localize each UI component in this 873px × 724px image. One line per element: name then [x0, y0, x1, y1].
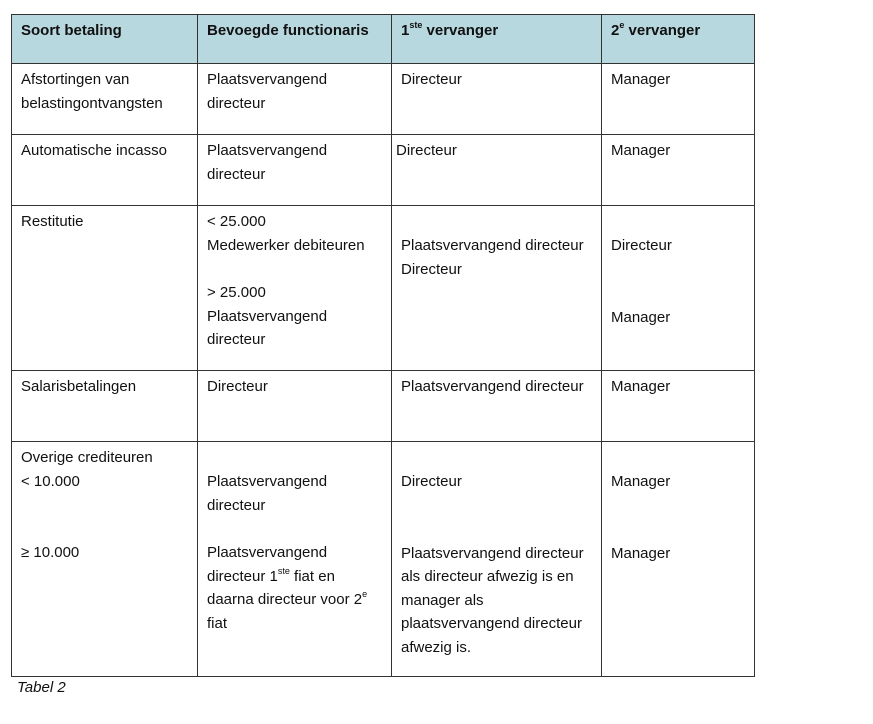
- bevoegd-high: Plaatsvervangend directeur: [207, 307, 328, 348]
- cell-soort: Automatische incasso: [12, 135, 198, 206]
- payment-authority-table: [11, 14, 755, 677]
- cell-soort: Afstortingen van belastingontvangsten: [12, 64, 198, 135]
- cell-eerste-vervanger: Plaatsvervangend directeur: [392, 371, 602, 442]
- table-row: [12, 371, 755, 442]
- bevoegd-high: Plaatsvervangend directeur 1ste fiat en daarna directeur voor 2e fiat: [207, 544, 368, 632]
- table-header-row: [12, 15, 755, 64]
- soort-label: Overige crediteuren: [21, 449, 153, 466]
- eerste-low: Directeur: [401, 473, 462, 490]
- cell-eerste-vervanger: Directeur: [392, 64, 602, 135]
- eerste-high: Plaatsvervangend directeur als directeur afwezig is en manager als plaatsvervangend directeur afwezig is.: [401, 544, 584, 656]
- cell-tweede-vervanger: Manager: [602, 135, 755, 206]
- bevoegd-low: Medewerker debiteuren: [207, 236, 365, 254]
- cell-tweede-vervanger: Manager: [602, 64, 755, 135]
- table-row: [12, 442, 755, 677]
- cell-tweede-vervanger: Manager: [602, 371, 755, 442]
- cell-tweede-vervanger: [602, 206, 755, 371]
- cell-eerste-vervanger: Directeur: [392, 135, 602, 206]
- table-row: [12, 206, 755, 371]
- header-bevoegde-functionaris: Bevoegde functionaris: [198, 15, 392, 64]
- soort-threshold-high: ≥ 10.000: [21, 544, 80, 561]
- cell-bevoegd: Directeur: [198, 371, 392, 442]
- header-tweede-vervanger: 2e vervanger: [602, 15, 755, 64]
- eerste-low: Plaatsvervangend directeur: [401, 237, 584, 254]
- cell-eerste-vervanger: [392, 442, 602, 677]
- cell-soort: [12, 442, 198, 677]
- threshold-high: > 25.000: [207, 284, 266, 301]
- tweede-high: Manager: [611, 308, 671, 326]
- cell-bevoegd: Plaatsvervangend directeur: [198, 135, 392, 206]
- eerste-high: Directeur: [401, 260, 462, 278]
- soort-threshold-low: < 10.000: [21, 472, 80, 490]
- tweede-high: Manager: [611, 544, 671, 562]
- cell-soort: Salarisbetalingen: [12, 371, 198, 442]
- bevoegd-low: Plaatsvervangend directeur: [207, 473, 328, 514]
- table-row: [12, 135, 755, 206]
- cell-bevoegd: [198, 206, 392, 371]
- header-eerste-vervanger: 1ste vervanger: [392, 15, 602, 64]
- tweede-low: Manager: [611, 473, 671, 490]
- table-row: [12, 64, 755, 135]
- cell-soort: Restitutie: [12, 206, 198, 371]
- tweede-low: Directeur: [611, 237, 672, 254]
- threshold-low: < 25.000: [207, 213, 266, 230]
- cell-bevoegd: [198, 442, 392, 677]
- header-soort-betaling: Soort betaling: [12, 15, 198, 64]
- table-caption: Tabel 2: [17, 679, 66, 696]
- cell-bevoegd: Plaatsvervangend directeur: [198, 64, 392, 135]
- cell-tweede-vervanger: [602, 442, 755, 677]
- cell-eerste-vervanger: [392, 206, 602, 371]
